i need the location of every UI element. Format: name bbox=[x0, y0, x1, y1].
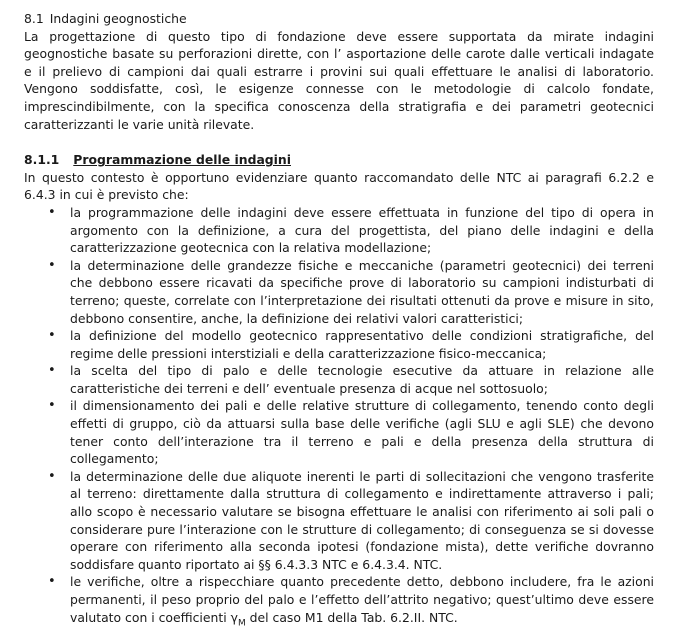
bullet-icon: • bbox=[48, 468, 56, 484]
list-item-text: la scelta del tipo di palo e delle tecnologie esecutive da attuare in relazione alle caratteristiche dei terreni e dell’ eventuale presenza di acque nel sottosuolo; bbox=[70, 363, 654, 396]
subsection-intro: In questo contesto è opportuno evidenziare quanto raccomandato delle NTC ai paragrafi 6.2.2 e 6.4.3 in cui è previsto che: bbox=[24, 169, 654, 203]
gamma-subscript: M bbox=[237, 618, 246, 629]
list-item bbox=[48, 204, 654, 257]
gamma-symbol: γ bbox=[230, 609, 238, 625]
section-heading bbox=[24, 10, 654, 28]
list-item bbox=[48, 362, 654, 397]
section-number: 8.1 bbox=[24, 11, 44, 26]
list-item-text-after: del caso M1 della Tab. 6.2.II. NTC. bbox=[245, 609, 458, 625]
list-item-text-before: le verifiche, oltre a rispecchiare quanto precedente detto, debbono includere, fra le azioni permanenti, il peso proprio del palo e l’effetto dell’attrito negativo; quest’ultimo deve essere valutato con i coefficienti bbox=[70, 574, 654, 625]
bullet-icon: • bbox=[48, 363, 56, 379]
list-item-text: il dimensionamento dei pali e delle relative strutture di collegamento, tenendo conto degli effetti di gruppo, ciò da attuarsi sulla base delle verifiche (agli SLU e agli SLE) che devono tener conto dell’interazione tra il terreno e pali e della presenza della struttura di collegamento; bbox=[70, 398, 654, 467]
list-item bbox=[48, 573, 654, 632]
section-title: Indagini geognostiche bbox=[49, 11, 187, 26]
spacer bbox=[24, 133, 654, 151]
bullet-icon: • bbox=[48, 574, 56, 590]
list-item bbox=[48, 397, 654, 467]
list-item bbox=[48, 257, 654, 327]
list-item-text: la determinazione delle grandezze fisiche e meccaniche (parametri geotecnici) dei terreni che debbono essere ricavati da specifiche prove di laboratorio su campioni indisturbati di terreno; queste, correlate con l’interpretazione dei risultati ottenuti da prove e misure in sito, debbono consentire, anche, la definizione dei relativi valori caratteristici; bbox=[70, 257, 654, 326]
bullet-icon: • bbox=[48, 257, 56, 273]
bullet-icon: • bbox=[48, 204, 56, 220]
subsection-heading bbox=[24, 151, 654, 169]
list-item-text: la definizione del modello geotecnico rappresentativo delle condizioni stratigrafiche, del regime delle pressioni interstiziali e della caratterizzazione fisico-meccanica; bbox=[70, 328, 654, 361]
bullet-icon: • bbox=[48, 328, 56, 344]
subsection-title: Programmazione delle indagini bbox=[73, 152, 291, 168]
bullet-icon: • bbox=[48, 398, 56, 414]
subsection-number: 8.1.1 bbox=[24, 152, 60, 168]
list-item-text: la programmazione delle indagini deve essere effettuata in funzione del tipo di opera in argomento con la definizione, a cura del progettista, del piano delle indagini e della caratterizzazione geotecnica con la relativa modellazione; bbox=[70, 204, 654, 256]
section-paragraph: La progettazione di questo tipo di fondazione deve essere supportata da mirate indagini geognostiche basate su perforazioni dirette, con l’ asportazione delle carote dalle verticali indagate e il prelievo di campioni dai quali estrarre i provini sui quali effettuare le analisi di laboratorio. Vengono soddisfatte, così, le esigenze connesse con le metodologie di calcolo fondate, imprescindibilmente, con la specifica conoscenza della stratigrafia e dei parametri geotecnici caratterizzanti le varie unità rilevate. bbox=[24, 28, 654, 132]
requirements-list bbox=[24, 204, 654, 633]
list-item bbox=[48, 327, 654, 362]
list-item-text: la determinazione delle due aliquote inerenti le parti di sollecitazioni che vengono trasferite al terreno: direttamente dalla struttura di collegamento e indirettamente attraverso i pali; allo scopo è necessario valutare se bisogna effettuare le analisi con riferimento ai soli pali o considerare pure l’interazione con le strutture di collegamento; di conseguenza se si dovesse operare con riferimento alla seconda ipotesi (fondazione mista), dette verifiche dovranno soddisfare quanto riportato ai §§ 6.4.3.3 NTC e 6.4.3.4. NTC. bbox=[70, 468, 654, 572]
list-item bbox=[48, 468, 654, 574]
